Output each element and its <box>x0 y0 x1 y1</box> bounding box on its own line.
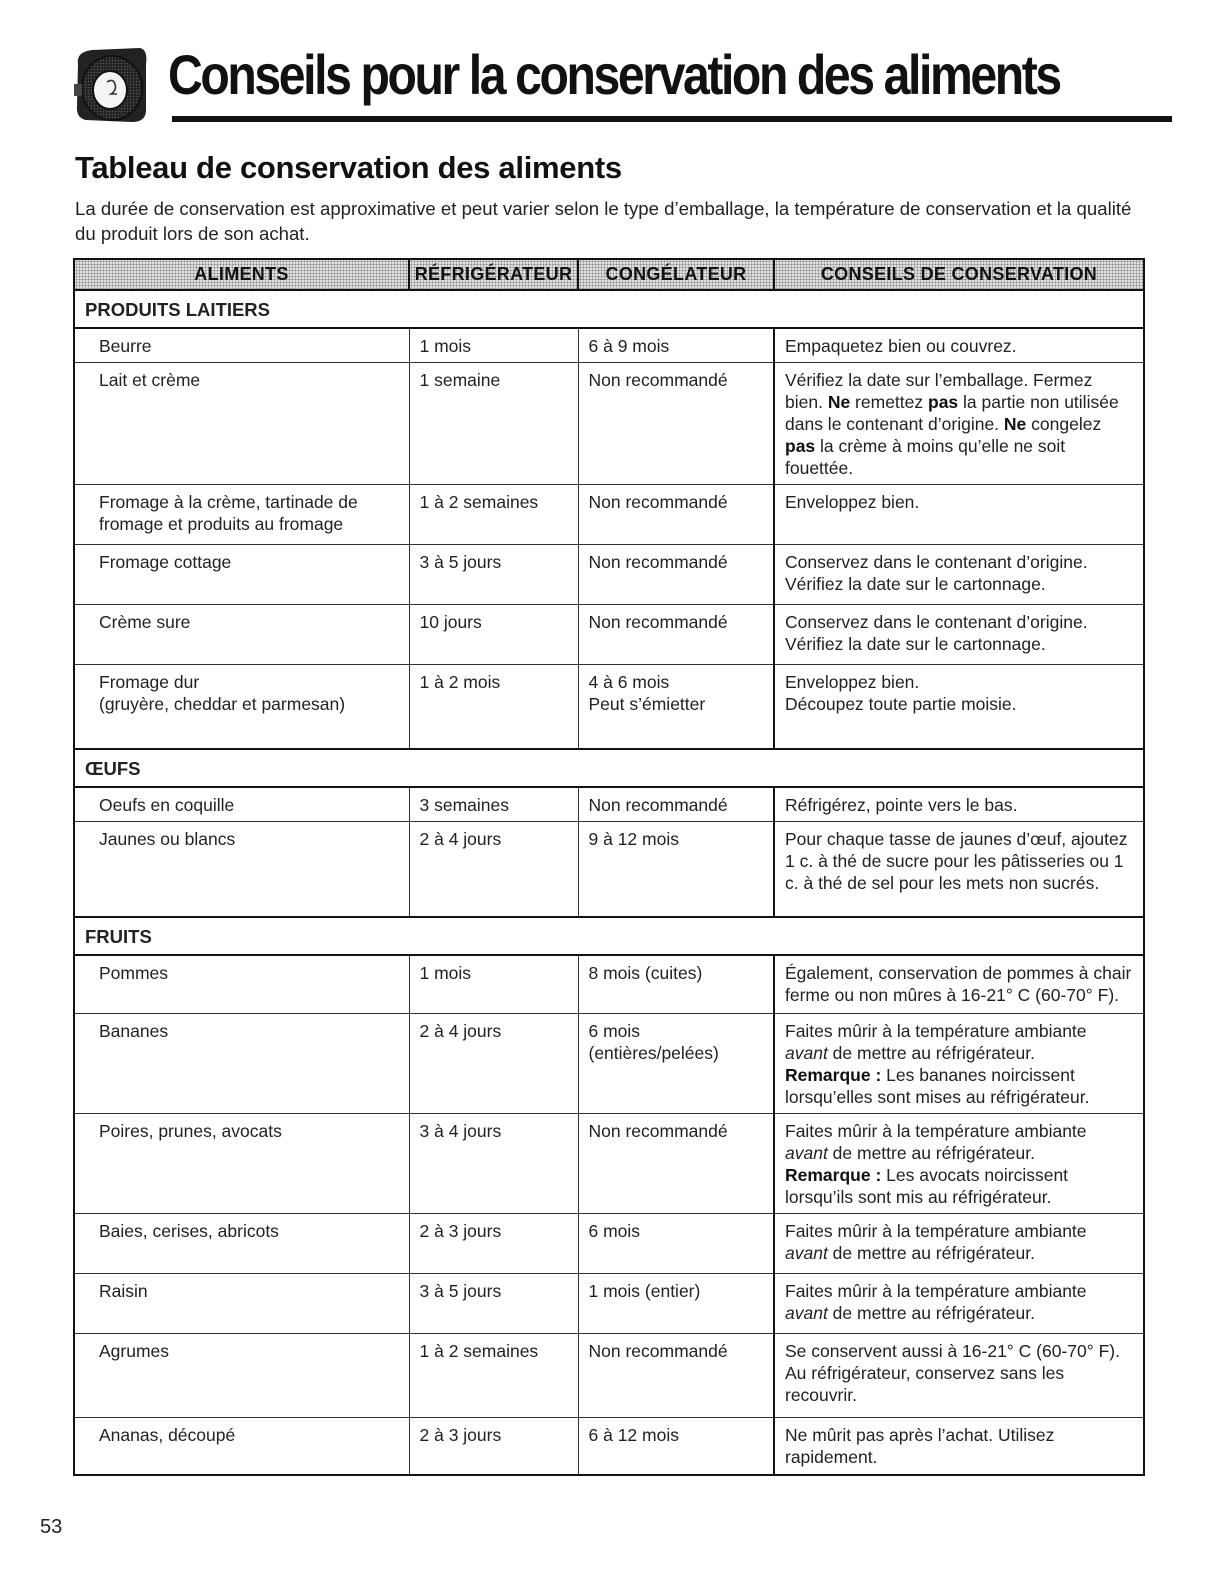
table-header-row <box>74 259 1144 290</box>
cell-aliment: Crème sure <box>74 605 409 665</box>
table-body <box>74 290 1144 1475</box>
cell-refrigerateur: 2 à 4 jours <box>409 1013 578 1113</box>
cell-refrigerateur: 10 jours <box>409 605 578 665</box>
cell-conseils: Ne mûrit pas après l’achat. Utilisez rapidement. <box>774 1417 1144 1475</box>
cell-aliment: Baies, cerises, abricots <box>74 1213 409 1273</box>
table-row <box>74 787 1144 822</box>
cell-refrigerateur: 2 à 4 jours <box>409 821 578 917</box>
header-congelateur: CONGÉLATEUR <box>578 259 774 290</box>
cell-aliment: Raisin <box>74 1273 409 1333</box>
cell-conseils: Également, conservation de pommes à chair ferme ou non mûres à 16-21° C (60-70° F). <box>774 955 1144 1013</box>
cell-aliment: Fromage à la crème, tartinade de fromage et produits au fromage <box>74 485 409 545</box>
cell-conseils: Conservez dans le contenant d’origine. Vérifiez la date sur le cartonnage. <box>774 545 1144 605</box>
cell-congelateur: 1 mois (entier) <box>578 1273 774 1333</box>
cell-aliment: Beurre <box>74 328 409 363</box>
intro-paragraph: La durée de conservation est approximative et peut varier selon le type d’emballage, la température de conservation et la qualité du produit lors de son achat. <box>75 198 1132 244</box>
table-row <box>74 1213 1144 1273</box>
table-row <box>74 545 1144 605</box>
cell-congelateur: 6 mois <box>578 1213 774 1273</box>
cell-aliment: Poires, prunes, avocats <box>74 1113 409 1213</box>
cell-congelateur: Non recommandé <box>578 1113 774 1213</box>
category-label: FRUITS <box>74 917 1144 955</box>
cell-aliment: Agrumes <box>74 1333 409 1417</box>
category-label: PRODUITS LAITIERS <box>74 290 1144 328</box>
table-row <box>74 328 1144 363</box>
category-label: ŒUFS <box>74 749 1144 787</box>
cell-refrigerateur: 3 à 4 jours <box>409 1113 578 1213</box>
cell-aliment: Fromage cottage <box>74 545 409 605</box>
cell-refrigerateur: 1 à 2 mois <box>409 665 578 749</box>
category-row <box>74 749 1144 787</box>
cell-congelateur: 9 à 12 mois <box>578 821 774 917</box>
title-underline <box>172 116 1172 122</box>
table-row <box>74 1013 1144 1113</box>
cell-refrigerateur: 2 à 3 jours <box>409 1213 578 1273</box>
page-title: Conseils pour la conservation des aliments <box>168 43 1060 106</box>
cell-congelateur: 8 mois (cuites) <box>578 955 774 1013</box>
cell-congelateur: Non recommandé <box>578 1333 774 1417</box>
cell-refrigerateur: 3 à 5 jours <box>409 545 578 605</box>
cell-aliment: Jaunes ou blancs <box>74 821 409 917</box>
cell-conseils: Vérifiez la date sur l’emballage. Fermez bien. Ne remettez pas la partie non utilisée dans le contenant d’origine. Ne congelez pas la crème à moins qu’elle ne soit fouettée. <box>774 363 1144 485</box>
cell-refrigerateur: 1 semaine <box>409 363 578 485</box>
cell-congelateur: Non recommandé <box>578 787 774 822</box>
cell-aliment: Pommes <box>74 955 409 1013</box>
category-row <box>74 290 1144 328</box>
cell-congelateur: Non recommandé <box>578 363 774 485</box>
cell-refrigerateur: 3 à 5 jours <box>409 1273 578 1333</box>
table-row <box>74 363 1144 485</box>
table-row <box>74 665 1144 749</box>
cell-conseils: Enveloppez bien. <box>774 485 1144 545</box>
header-refrigerateur: RÉFRIGÉRATEUR <box>409 259 578 290</box>
cell-conseils: Faites mûrir à la température ambiante avant de mettre au réfrigérateur. <box>774 1213 1144 1273</box>
cell-congelateur: 4 à 6 mois Peut s’émietter <box>578 665 774 749</box>
refrigerator-thermostat-dial-icon <box>72 44 150 126</box>
category-row <box>74 917 1144 955</box>
table-row <box>74 821 1144 917</box>
cell-conseils: Pour chaque tasse de jaunes d’œuf, ajoutez 1 c. à thé de sucre pour les pâtisseries ou 1 c. à thé de sel pour les mets non sucrés. <box>774 821 1144 917</box>
cell-congelateur: Non recommandé <box>578 605 774 665</box>
cell-aliment: Bananes <box>74 1013 409 1113</box>
cell-refrigerateur: 1 à 2 semaines <box>409 485 578 545</box>
cell-refrigerateur: 1 mois <box>409 328 578 363</box>
cell-conseils: Faites mûrir à la température ambiante avant de mettre au réfrigérateur. <box>774 1273 1144 1333</box>
cell-conseils: Se conservent aussi à 16-21° C (60-70° F). Au réfrigérateur, conservez sans les recouvrir. <box>774 1333 1144 1417</box>
table-row <box>74 955 1144 1013</box>
cell-conseils: Enveloppez bien. Découpez toute partie moisie. <box>774 665 1144 749</box>
header-aliments: ALIMENTS <box>74 259 409 290</box>
cell-conseils: Conservez dans le contenant d’origine. Vérifiez la date sur le cartonnage. <box>774 605 1144 665</box>
cell-conseils: Faites mûrir à la température ambiante avant de mettre au réfrigérateur. Remarque : Les avocats noircissent lorsqu’ils sont mis au réfrigérateur. <box>774 1113 1144 1213</box>
cell-refrigerateur: 2 à 3 jours <box>409 1417 578 1475</box>
cell-aliment: Ananas, découpé <box>74 1417 409 1475</box>
cell-refrigerateur: 1 mois <box>409 955 578 1013</box>
cell-congelateur: Non recommandé <box>578 545 774 605</box>
table-row <box>74 1273 1144 1333</box>
cell-congelateur: 6 à 12 mois <box>578 1417 774 1475</box>
page-header <box>72 40 1102 130</box>
cell-congelateur: 6 mois (entières/pelées) <box>578 1013 774 1113</box>
cell-congelateur: 6 à 9 mois <box>578 328 774 363</box>
cell-conseils: Faites mûrir à la température ambiante avant de mettre au réfrigérateur. Remarque : Les bananes noircissent lorsqu’elles sont mises au réfrigérateur. <box>774 1013 1144 1113</box>
header-conseils: CONSEILS DE CONSERVATION <box>774 259 1144 290</box>
table-row <box>74 1113 1144 1213</box>
table-row <box>74 1417 1144 1475</box>
table-row <box>74 1333 1144 1417</box>
cell-refrigerateur: 3 semaines <box>409 787 578 822</box>
cell-refrigerateur: 1 à 2 semaines <box>409 1333 578 1417</box>
cell-conseils: Empaquetez bien ou couvrez. <box>774 328 1144 363</box>
table-row <box>74 605 1144 665</box>
cell-conseils: Réfrigérez, pointe vers le bas. <box>774 787 1144 822</box>
cell-aliment: Oeufs en coquille <box>74 787 409 822</box>
food-storage-table <box>73 258 1145 1476</box>
section-title: Tableau de conservation des aliments <box>75 150 622 185</box>
table-row <box>74 485 1144 545</box>
cell-aliment: Fromage dur (gruyère, cheddar et parmesan) <box>74 665 409 749</box>
cell-aliment: Lait et crème <box>74 363 409 485</box>
page-number: 53 <box>40 1516 63 1538</box>
cell-congelateur: Non recommandé <box>578 485 774 545</box>
